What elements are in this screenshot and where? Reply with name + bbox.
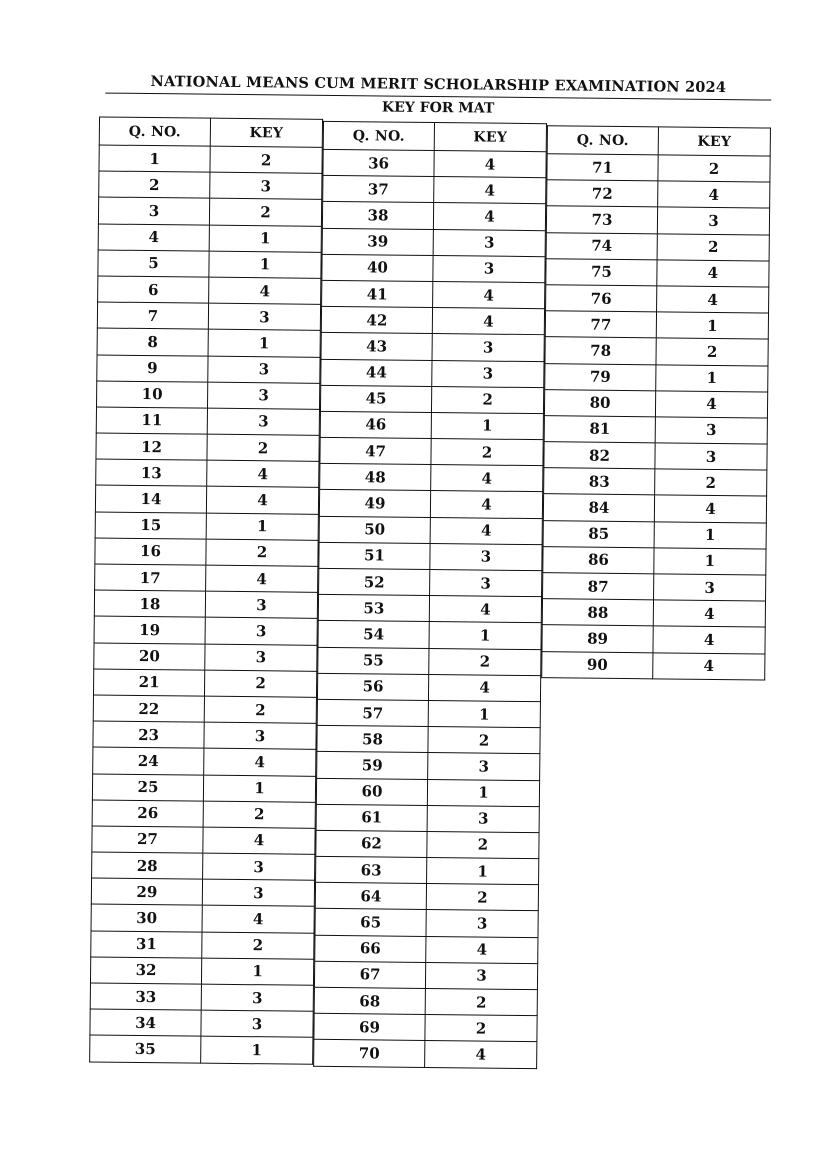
question-number-cell: 86 <box>543 546 654 573</box>
table-row <box>542 651 765 680</box>
question-number-cell: 78 <box>545 337 656 364</box>
table-row <box>546 258 769 287</box>
answer-key-cell: 4 <box>425 1041 537 1068</box>
question-number-cell: 37 <box>323 176 434 203</box>
table-row <box>314 961 537 990</box>
question-number-cell: 19 <box>94 616 205 643</box>
question-number-cell: 44 <box>321 359 432 386</box>
question-number-cell: 82 <box>544 442 655 469</box>
answer-key-cell: 3 <box>205 618 317 645</box>
answer-key-cell: 4 <box>653 600 765 627</box>
answer-key-cell: 4 <box>657 260 769 287</box>
table-row <box>314 1040 537 1069</box>
table-row <box>317 699 540 728</box>
table-row <box>92 826 315 855</box>
table-row <box>544 468 767 497</box>
answer-key-cell: 3 <box>201 1010 313 1037</box>
answer-key-cell: 1 <box>201 1037 313 1064</box>
question-number-cell: 35 <box>90 1035 201 1062</box>
question-number-cell: 13 <box>96 459 207 486</box>
table-row <box>319 568 542 597</box>
table-row <box>314 987 537 1016</box>
question-number-cell: 72 <box>547 180 658 207</box>
answer-key-cell: 2 <box>428 727 540 754</box>
question-number-cell: 31 <box>91 931 202 958</box>
answer-key-cell: 1 <box>209 225 321 252</box>
table-row <box>97 381 320 410</box>
answer-key-cell: 4 <box>430 517 542 544</box>
answer-key-cell: 1 <box>656 364 768 391</box>
question-number-cell: 29 <box>91 878 202 905</box>
answer-key-cell: 4 <box>653 652 765 679</box>
answer-key-cell: 4 <box>657 286 769 313</box>
answer-key-cell: 3 <box>427 805 539 832</box>
question-number-cell: 30 <box>91 904 202 931</box>
answer-key-cell: 2 <box>202 932 314 959</box>
question-number-cell: 3 <box>98 197 209 224</box>
question-number-cell: 34 <box>90 1009 201 1036</box>
answer-key-table-2 <box>313 121 547 1069</box>
table-row <box>543 520 766 549</box>
answer-key-cell: 3 <box>432 334 544 361</box>
table-row <box>91 878 314 907</box>
answer-key-cell: 2 <box>204 696 316 723</box>
answer-key-cell: 3 <box>430 569 542 596</box>
table-row <box>542 599 765 628</box>
table-row <box>97 302 320 331</box>
answer-key-cell: 1 <box>208 329 320 356</box>
table-row <box>95 538 318 567</box>
question-number-cell: 88 <box>542 599 653 626</box>
table-row <box>316 830 539 859</box>
table-row <box>315 883 538 912</box>
question-number-cell: 15 <box>95 512 206 539</box>
answer-key-cell: 4 <box>434 177 546 204</box>
table-row <box>545 337 768 366</box>
answer-key-cell: 3 <box>207 382 319 409</box>
key-column-header: KEY <box>658 127 770 156</box>
question-number-cell: 10 <box>97 381 208 408</box>
table-row <box>92 852 315 881</box>
question-number-cell: 64 <box>315 883 426 910</box>
answer-key-cell: 1 <box>654 548 766 575</box>
question-number-cell: 6 <box>98 276 209 303</box>
question-number-cell: 69 <box>314 1013 425 1040</box>
question-number-cell: 2 <box>99 171 210 198</box>
table-row <box>91 904 314 933</box>
table-header-row <box>547 126 770 156</box>
answer-key-cell: 2 <box>210 146 322 173</box>
answer-key-cell: 3 <box>210 172 322 199</box>
question-number-cell: 67 <box>314 961 425 988</box>
answer-key-cell: 3 <box>208 303 320 330</box>
table-row <box>322 254 545 283</box>
table-row <box>93 669 316 698</box>
table-row <box>322 202 545 231</box>
answer-key-cell: 3 <box>432 360 544 387</box>
table-row <box>318 595 541 624</box>
table-row <box>93 747 316 776</box>
table-row <box>90 1035 313 1064</box>
table-row <box>315 909 538 938</box>
question-number-cell: 5 <box>98 250 209 277</box>
question-number-cell: 50 <box>319 516 430 543</box>
answer-key-cell: 4 <box>428 674 540 701</box>
table-row <box>96 459 319 488</box>
answer-key-cell: 3 <box>204 722 316 749</box>
question-number-cell: 74 <box>546 232 657 259</box>
question-number-cell: 41 <box>322 280 433 307</box>
answer-key-cell: 3 <box>657 207 769 234</box>
answer-key-cell: 1 <box>429 622 541 649</box>
answer-key-cell: 2 <box>427 831 539 858</box>
question-number-cell: 38 <box>322 202 433 229</box>
question-number-cell: 61 <box>316 804 427 831</box>
question-number-cell: 85 <box>543 520 654 547</box>
table-row <box>546 232 769 261</box>
table-row <box>91 931 314 960</box>
question-number-cell: 79 <box>545 363 656 390</box>
answer-key-cell: 2 <box>657 233 769 260</box>
answer-key-cell: 2 <box>431 439 543 466</box>
question-number-cell: 14 <box>95 485 206 512</box>
table-row <box>319 490 542 519</box>
answer-key-cell: 3 <box>428 753 540 780</box>
table-header-row <box>99 117 322 147</box>
table-row <box>95 485 318 514</box>
answer-key-cell: 4 <box>209 277 321 304</box>
table-row <box>543 494 766 523</box>
question-number-cell: 68 <box>314 987 425 1014</box>
answer-key-cell: 3 <box>205 644 317 671</box>
question-number-cell: 70 <box>314 1040 425 1067</box>
table-row <box>320 437 543 466</box>
table-row <box>543 573 766 602</box>
table-row <box>94 616 317 645</box>
question-number-cell: 54 <box>318 621 429 648</box>
question-number-cell: 51 <box>319 542 430 569</box>
question-number-cell: 36 <box>323 149 434 176</box>
answer-key-cell: 2 <box>425 1015 537 1042</box>
question-number-cell: 81 <box>544 416 655 443</box>
question-number-cell: 22 <box>93 695 204 722</box>
answer-key-cell: 3 <box>655 417 767 444</box>
question-number-cell: 7 <box>97 302 208 329</box>
answer-key-cell: 3 <box>201 984 313 1011</box>
table-row <box>96 407 319 436</box>
table-row <box>547 154 770 183</box>
answer-key-cell: 4 <box>653 626 765 653</box>
table-row <box>97 355 320 384</box>
table-row <box>544 442 767 471</box>
table-row <box>323 149 546 178</box>
answer-key-cell: 2 <box>426 884 538 911</box>
question-number-cell: 12 <box>96 433 207 460</box>
table-row <box>90 957 313 986</box>
question-number-cell: 25 <box>92 773 203 800</box>
answer-key-cell: 2 <box>207 434 319 461</box>
answer-key-cell: 1 <box>654 521 766 548</box>
answer-key-cell: 3 <box>433 229 545 256</box>
answer-key-cell: 2 <box>203 801 315 828</box>
table-row <box>316 804 539 833</box>
table-row <box>96 433 319 462</box>
question-number-cell: 21 <box>93 669 204 696</box>
table-row <box>316 778 539 807</box>
question-number-cell: 59 <box>317 752 428 779</box>
table-row <box>321 333 544 362</box>
question-number-cell: 28 <box>92 852 203 879</box>
table-row <box>320 411 543 440</box>
question-number-cell: 62 <box>316 830 427 857</box>
answer-key-table-1 <box>89 117 323 1065</box>
table-row <box>95 564 318 593</box>
table-row <box>98 250 321 279</box>
table-row <box>90 1009 313 1038</box>
question-number-cell: 80 <box>544 389 655 416</box>
answer-key-cell: 4 <box>426 936 538 963</box>
table-row <box>317 752 540 781</box>
answer-key-cell: 3 <box>208 356 320 383</box>
question-number-cell: 55 <box>318 647 429 674</box>
answer-key-cell: 2 <box>655 469 767 496</box>
answer-key-cell: 1 <box>209 251 321 278</box>
answer-key-cell: 2 <box>429 648 541 675</box>
answer-key-cell: 4 <box>206 565 318 592</box>
answer-key-cell: 2 <box>204 670 316 697</box>
table-row <box>545 311 768 340</box>
qno-column-header: Q. NO. <box>547 126 658 155</box>
answer-key-cell: 4 <box>433 203 545 230</box>
question-number-cell: 52 <box>319 568 430 595</box>
table-row <box>98 276 321 305</box>
answer-key-cell: 2 <box>656 338 768 365</box>
table-row <box>318 647 541 676</box>
key-column-header: KEY <box>434 123 546 152</box>
question-number-cell: 27 <box>92 826 203 853</box>
table-row <box>318 621 541 650</box>
question-number-cell: 66 <box>315 935 426 962</box>
answer-key-cell: 4 <box>434 151 546 178</box>
table-row <box>543 546 766 575</box>
answer-key-cell: 3 <box>425 962 537 989</box>
question-number-cell: 39 <box>322 228 433 255</box>
question-number-cell: 32 <box>90 957 201 984</box>
table-row <box>99 145 322 174</box>
question-number-cell: 49 <box>319 490 430 517</box>
question-number-cell: 46 <box>320 411 431 438</box>
table-row <box>314 1013 537 1042</box>
page-subtitle: KEY FOR MAT <box>381 99 495 117</box>
table-row <box>92 773 315 802</box>
answer-key-cell: 2 <box>658 155 770 182</box>
answer-key-cell: 3 <box>654 574 766 601</box>
answer-key-cell: 1 <box>431 412 543 439</box>
question-number-cell: 24 <box>93 747 204 774</box>
question-number-cell: 71 <box>547 154 658 181</box>
qno-column-header: Q. NO. <box>323 121 434 150</box>
answer-key-cell: 4 <box>203 827 315 854</box>
question-number-cell: 1 <box>99 145 210 172</box>
question-number-cell: 11 <box>96 407 207 434</box>
question-number-cell: 48 <box>320 464 431 491</box>
question-number-cell: 26 <box>92 800 203 827</box>
answer-key-cell: 3 <box>202 879 314 906</box>
answer-key-cell: 2 <box>209 199 321 226</box>
question-number-cell: 75 <box>546 258 657 285</box>
question-number-cell: 58 <box>317 725 428 752</box>
question-number-cell: 17 <box>95 564 206 591</box>
question-number-cell: 33 <box>90 983 201 1010</box>
question-number-cell: 42 <box>321 306 432 333</box>
answer-key-cell: 4 <box>431 465 543 492</box>
question-number-cell: 90 <box>542 651 653 678</box>
question-number-cell: 77 <box>545 311 656 338</box>
answer-key-cell: 4 <box>204 748 316 775</box>
table-row <box>319 542 542 571</box>
table-row <box>317 725 540 754</box>
question-number-cell: 18 <box>94 590 205 617</box>
question-number-cell: 83 <box>544 468 655 495</box>
answer-key-cell: 1 <box>201 958 313 985</box>
table-row <box>94 590 317 619</box>
answer-key-cell: 1 <box>427 858 539 885</box>
question-number-cell: 57 <box>317 699 428 726</box>
table-row <box>90 983 313 1012</box>
answer-key-cell: 1 <box>427 779 539 806</box>
answer-key-cell: 2 <box>206 539 318 566</box>
table-row <box>321 359 544 388</box>
answer-key-cell: 4 <box>429 596 541 623</box>
table-row <box>94 643 317 672</box>
table-row <box>544 389 767 418</box>
table-row <box>316 856 539 885</box>
table-row <box>95 512 318 541</box>
table-row <box>323 176 546 205</box>
answer-key-cell: 3 <box>205 591 317 618</box>
answer-key-cell: 4 <box>654 495 766 522</box>
answer-key-cell: 4 <box>202 906 314 933</box>
table-row <box>319 516 542 545</box>
question-number-cell: 65 <box>315 909 426 936</box>
table-row <box>93 695 316 724</box>
question-number-cell: 47 <box>320 437 431 464</box>
question-number-cell: 40 <box>322 254 433 281</box>
key-column-header: KEY <box>210 118 322 147</box>
answer-key-cell: 2 <box>431 386 543 413</box>
table-row <box>547 180 770 209</box>
question-number-cell: 16 <box>95 538 206 565</box>
answer-key-cell: 1 <box>203 775 315 802</box>
table-row <box>542 625 765 654</box>
question-number-cell: 9 <box>97 355 208 382</box>
answer-key-cell: 3 <box>203 853 315 880</box>
answer-key-cell: 3 <box>426 910 538 937</box>
question-number-cell: 60 <box>316 778 427 805</box>
answer-key-cell: 4 <box>207 460 319 487</box>
table-row <box>546 285 769 314</box>
table-row <box>317 673 540 702</box>
table-row <box>97 328 320 357</box>
question-number-cell: 63 <box>316 856 427 883</box>
answer-key-cell: 3 <box>433 255 545 282</box>
question-number-cell: 73 <box>546 206 657 233</box>
question-number-cell: 76 <box>546 285 657 312</box>
table-row <box>93 721 316 750</box>
table-row <box>320 464 543 493</box>
question-number-cell: 20 <box>94 643 205 670</box>
answer-key-cell: 2 <box>425 988 537 1015</box>
question-number-cell: 87 <box>543 573 654 600</box>
table-row <box>98 224 321 253</box>
answer-key-cell: 4 <box>658 181 770 208</box>
table-row <box>545 363 768 392</box>
answer-key-cell: 3 <box>430 543 542 570</box>
answer-key-cell: 4 <box>655 391 767 418</box>
table-row <box>92 800 315 829</box>
question-number-cell: 23 <box>93 721 204 748</box>
answer-key-cell: 4 <box>433 281 545 308</box>
question-number-cell: 8 <box>97 328 208 355</box>
answer-key-table-3 <box>541 125 771 680</box>
question-number-cell: 4 <box>98 224 209 251</box>
question-number-cell: 45 <box>320 385 431 412</box>
table-row <box>544 416 767 445</box>
question-number-cell: 53 <box>318 595 429 622</box>
question-number-cell: 43 <box>321 333 432 360</box>
table-row <box>546 206 769 235</box>
table-header-row <box>323 121 546 151</box>
page-title: NATIONAL MEANS CUM MERIT SCHOLARSHIP EXAMINATION 2024 <box>150 73 727 97</box>
answer-key-cell: 1 <box>206 513 318 540</box>
table-row <box>320 385 543 414</box>
table-row <box>99 171 322 200</box>
answer-key-cell: 1 <box>428 700 540 727</box>
table-row <box>322 280 545 309</box>
qno-column-header: Q. NO. <box>99 117 210 146</box>
question-number-cell: 89 <box>542 625 653 652</box>
table-row <box>98 197 321 226</box>
answer-key-cell: 4 <box>430 491 542 518</box>
question-number-cell: 84 <box>543 494 654 521</box>
table-row <box>322 228 545 257</box>
table-row <box>321 306 544 335</box>
answer-key-cell: 4 <box>206 487 318 514</box>
answer-key-cell: 3 <box>655 443 767 470</box>
table-row <box>315 935 538 964</box>
question-number-cell: 56 <box>317 673 428 700</box>
answer-key-cell: 4 <box>432 308 544 335</box>
answer-key-cell: 3 <box>207 408 319 435</box>
answer-key-cell: 1 <box>656 312 768 339</box>
